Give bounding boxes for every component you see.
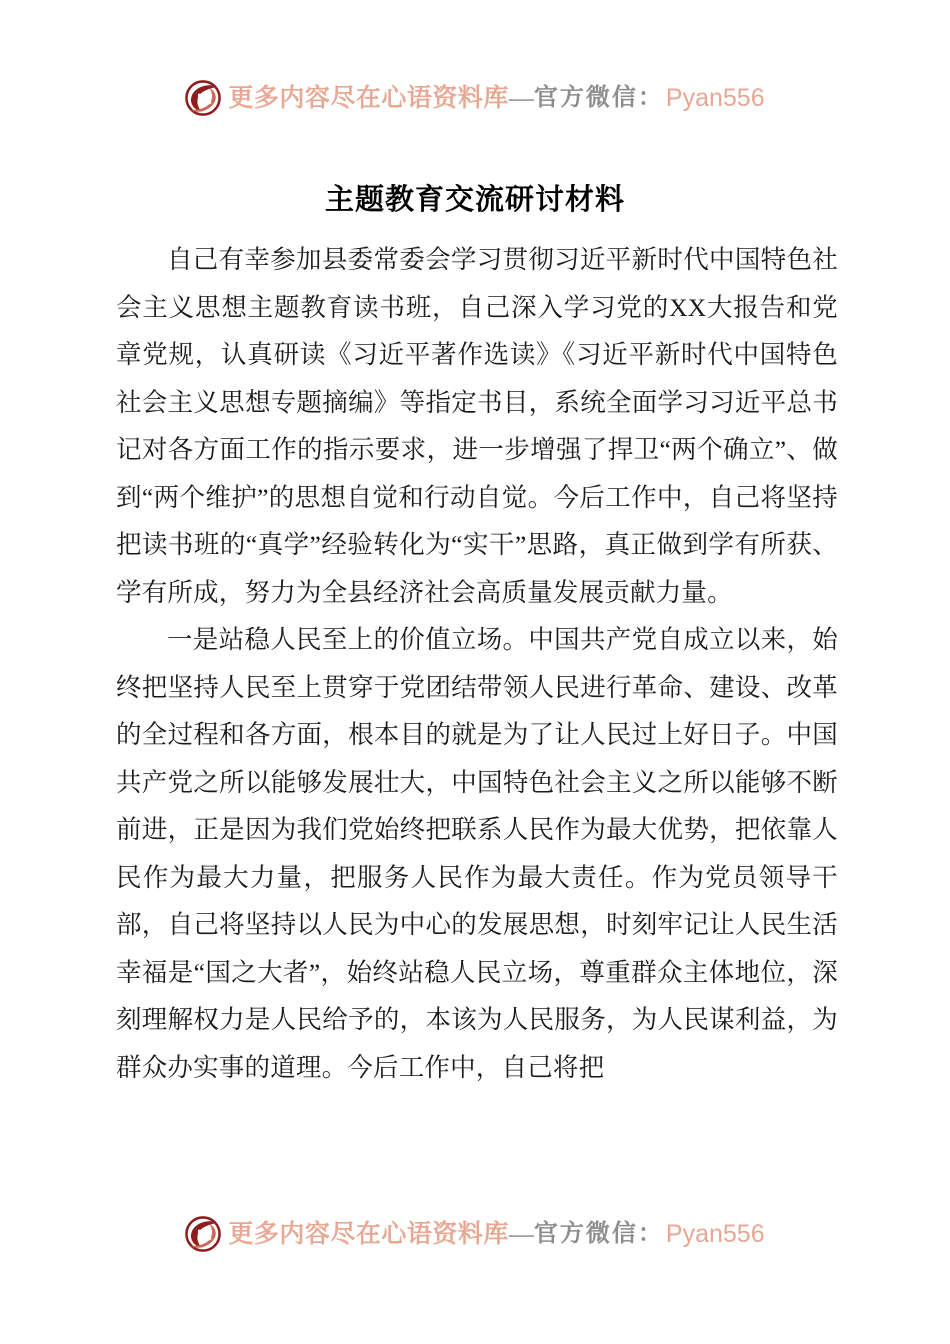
watermark-wechat-id: Pyan556 bbox=[665, 1219, 765, 1248]
fish-circle-logo-icon bbox=[185, 1216, 221, 1252]
paragraph-2: 一是站稳人民至上的价值立场。中国共产党自成立以来，始终把坚持人民至上贯穿于党团结带领人民进行革命、建设、改革的全过程和各方面，根本目的就是为了让人民过上好日子。中国共产党之所以能够发展壮大，中国特色社会主义之所以能够不断前进，正是因为我们党始终把联系人民作为最大优势，把依靠人民作为最大力量，把服务人民作为最大责任。作为党员领导干部，自己将坚持以人民为中心的发展思想，时刻牢记让人民生活幸福是“国之大者”，始终站稳人民立场，尊重群众主体地位，深刻理解权力是人民给予的，本该为人民服务，为人民谋利益，为群众办实事的道理。今后工作中，自己将把 bbox=[116, 625, 838, 1082]
top-watermark-banner bbox=[0, 80, 950, 116]
document-title: 主题教育交流研讨材料 bbox=[324, 184, 625, 216]
watermark-wechat-label: 官方微信： bbox=[533, 1221, 664, 1247]
watermark-wechat-label: 官方微信： bbox=[533, 85, 664, 111]
paragraph-1: 自己有幸参加县委常委会学习贯彻习近平新时代中国特色社会主义思想主题教育读书班，自己深入学习党的XX大报告和党章党规，认真研读《习近平著作选读》《习近平新时代中国特色社会主义思想专题摘编》等指定书目，系统全面学习习近平总书记对各方面工作的指示要求，进一步增强了捍卫“两个确立”、做到“两个维护”的思想自觉和行动自觉。今后工作中，自己将坚持把读书班的“真学”经验转化为“实干”思路，真正做到学有所获、学有所成，努力为全县经济社会高质量发展贡献力量。 bbox=[116, 245, 838, 607]
bottom-watermark-banner bbox=[0, 1216, 950, 1252]
watermark-chinese-text: 更多内容尽在心语资料库 bbox=[228, 1220, 509, 1248]
document-body bbox=[116, 236, 838, 1091]
fish-circle-logo-icon bbox=[185, 80, 221, 116]
watermark-dash: — bbox=[508, 1220, 534, 1248]
watermark-wechat-id: Pyan556 bbox=[665, 83, 765, 112]
watermark-dash: — bbox=[508, 84, 534, 112]
watermark-chinese-text: 更多内容尽在心语资料库 bbox=[228, 84, 509, 112]
